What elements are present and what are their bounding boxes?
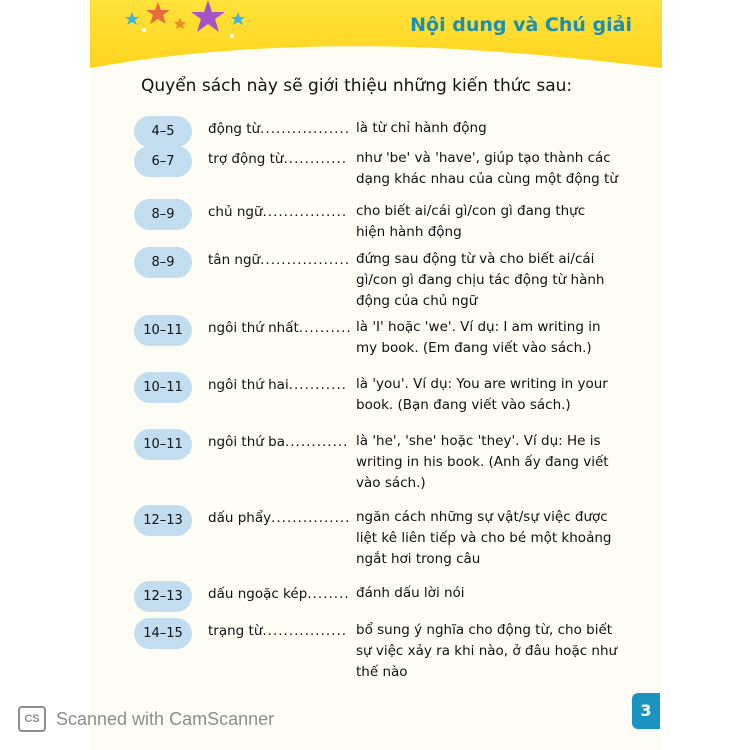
term-description bbox=[356, 507, 636, 570]
term-description bbox=[356, 249, 636, 312]
description-line: như 'be' và 'have', giúp tạo thành các bbox=[356, 150, 611, 166]
book-page bbox=[90, 0, 662, 750]
term-description bbox=[356, 118, 636, 139]
term-description bbox=[356, 201, 636, 243]
term-label bbox=[208, 377, 347, 393]
description-line: là 'he', 'she' hoặc 'they'. Ví dụ: He is bbox=[356, 433, 601, 449]
description-line: my book. (Em đang viết vào sách.) bbox=[356, 340, 592, 356]
page-range-badge: 8–9 bbox=[134, 247, 192, 278]
term-text: dấu phẩy bbox=[208, 510, 272, 526]
leader-dots: ................ bbox=[262, 623, 348, 639]
term-text: tân ngữ bbox=[208, 252, 261, 268]
description-line: hiện hành động bbox=[356, 224, 462, 240]
description-line: cho biết ai/cái gì/con gì đang thực bbox=[356, 203, 586, 219]
description-line: động của chủ ngữ bbox=[356, 293, 478, 309]
page-range-badge: 12–13 bbox=[134, 581, 192, 612]
page-range-badge: 10–11 bbox=[134, 315, 192, 346]
leader-dots: ................ bbox=[262, 204, 348, 220]
term-text: trợ động từ bbox=[208, 151, 284, 167]
term-label bbox=[208, 434, 348, 450]
page-range-badge: 10–11 bbox=[134, 429, 192, 460]
watermark-text: Scanned with CamScanner bbox=[56, 708, 275, 729]
term-label bbox=[208, 510, 350, 526]
term-label bbox=[208, 623, 347, 639]
term-description bbox=[356, 374, 636, 416]
leader-dots: ........ bbox=[307, 586, 350, 602]
leader-dots: ................. bbox=[260, 252, 351, 268]
description-line: bổ sung ý nghĩa cho động từ, cho biết bbox=[356, 622, 613, 638]
page-range-badge: 4–5 bbox=[134, 116, 192, 147]
page-number: 3 bbox=[632, 693, 660, 729]
term-label bbox=[208, 151, 347, 167]
term-label bbox=[208, 204, 347, 220]
description-line: là 'I' hoặc 'we'. Ví dụ: I am writing in bbox=[356, 319, 601, 335]
description-line: liệt kê liên tiếp và cho bé một khoảng bbox=[356, 530, 612, 546]
camscanner-watermark bbox=[18, 706, 274, 732]
description-line: ngăn cách những sự vật/sự việc được bbox=[356, 509, 608, 525]
description-line: gì/con gì đang chịu tác động từ hành bbox=[356, 272, 605, 288]
description-line: sự việc xảy ra khi nào, ở đâu hoặc như bbox=[356, 643, 618, 659]
term-text: trạng từ bbox=[208, 623, 263, 639]
description-line: thế nào bbox=[356, 664, 408, 680]
leader-dots: ................. bbox=[260, 121, 351, 137]
description-line: dạng khác nhau của cùng một động từ bbox=[356, 171, 618, 187]
page-range-badge: 12–13 bbox=[134, 505, 192, 536]
term-label bbox=[208, 320, 352, 336]
term-text: dấu ngoặc kép bbox=[208, 586, 308, 602]
description-line: đứng sau động từ và cho biết ai/cái bbox=[356, 251, 595, 267]
term-label bbox=[208, 586, 350, 602]
header-wave bbox=[90, 40, 662, 80]
description-line: là từ chỉ hành động bbox=[356, 120, 487, 136]
page-header bbox=[90, 0, 662, 80]
term-description bbox=[356, 431, 636, 494]
description-line: đánh dấu lời nói bbox=[356, 585, 465, 601]
term-text: động từ bbox=[208, 121, 261, 137]
leader-dots: ............... bbox=[271, 510, 351, 526]
term-description bbox=[356, 148, 636, 190]
leader-dots: ........... bbox=[288, 377, 347, 393]
description-line: ngắt hơi trong câu bbox=[356, 551, 481, 567]
page-title: Nội dung và Chú giải bbox=[410, 14, 632, 36]
page-range-badge: 8–9 bbox=[134, 199, 192, 230]
term-description bbox=[356, 317, 636, 359]
description-line: vào sách.) bbox=[356, 475, 426, 491]
intro-text: Quyển sách này sẽ giới thiệu những kiến thức sau: bbox=[141, 76, 573, 96]
description-line: là 'you'. Ví dụ: You are writing in your bbox=[356, 376, 608, 392]
description-line: writing in his book. (Anh ấy đang viết bbox=[356, 454, 609, 470]
term-text: ngôi thứ ba bbox=[208, 434, 285, 450]
term-text: ngôi thứ hai bbox=[208, 377, 289, 393]
camscanner-logo-icon: CS bbox=[18, 706, 46, 732]
term-description bbox=[356, 620, 636, 683]
term-label bbox=[208, 121, 350, 137]
term-text: chủ ngữ bbox=[208, 204, 263, 220]
page-range-badge: 14–15 bbox=[134, 618, 192, 649]
leader-dots: ............ bbox=[283, 151, 347, 167]
description-line: book. (Bạn đang viết vào sách.) bbox=[356, 397, 571, 413]
term-description bbox=[356, 583, 636, 604]
page-range-badge: 6–7 bbox=[134, 146, 192, 177]
leader-dots: .......... bbox=[298, 320, 352, 336]
leader-dots: ............ bbox=[284, 434, 349, 450]
term-text: ngôi thứ nhất bbox=[208, 320, 299, 336]
page-range-badge: 10–11 bbox=[134, 372, 192, 403]
term-label bbox=[208, 252, 350, 268]
